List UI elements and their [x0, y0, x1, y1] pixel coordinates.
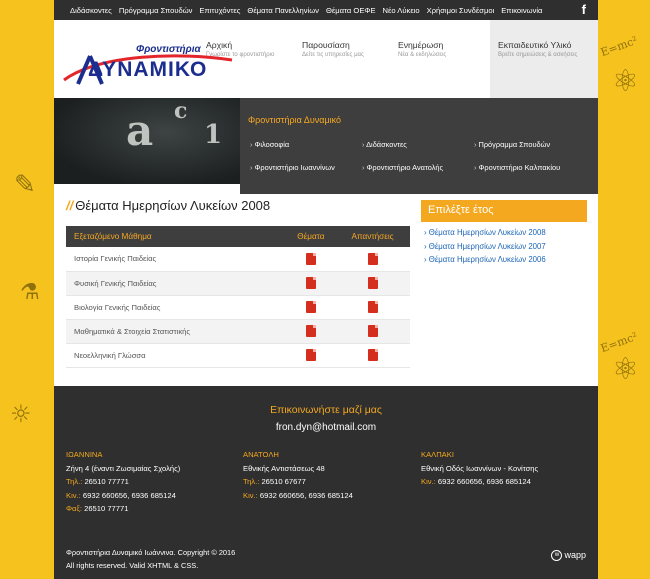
copyright [66, 546, 235, 572]
pdf-icon[interactable] [368, 325, 378, 337]
chalkboard-image: a c 1 [54, 98, 240, 184]
nav-news[interactable] [394, 20, 490, 98]
page-title: // Θέματα Ημερησίων Λυκείων 2008 [66, 198, 271, 213]
header [54, 20, 598, 98]
nav-news-title: Ενημέρωση [398, 40, 444, 50]
mob-label: Κιν.: [421, 477, 436, 487]
year-link-2008[interactable]: › Θέματα Ημερησίων Λυκείων 2008 [424, 228, 546, 237]
year-link-2006[interactable]: › Θέματα Ημερησίων Λυκείων 2006 [424, 255, 546, 264]
pdf-icon[interactable] [368, 349, 378, 361]
pdf-icon[interactable] [368, 301, 378, 313]
atom-doodle-2: ⚛ [612, 352, 639, 387]
book-doodle: ✎ [14, 170, 36, 200]
subject-cell: Νεοελληνική Γλώσσα [66, 343, 287, 367]
pdf-icon[interactable] [368, 277, 378, 289]
fax-label: Φαξ: [66, 504, 82, 514]
dropdown-item-philosophy[interactable]: › Φιλοσοφία [250, 140, 362, 149]
topbar-link-successful[interactable]: Επιτυχόντες [199, 5, 241, 15]
topbar-link-new-lyceum[interactable]: Νέο Λύκειο [382, 5, 420, 15]
logo-big-text: ΔΥΝΑΜΙΚΟ [88, 58, 208, 81]
formula-doodle: E=mc² [598, 33, 640, 60]
subject-cell: Φυσική Γενικής Παιδείας [66, 271, 287, 295]
logo[interactable] [54, 20, 208, 98]
dropdown-item-anatoli[interactable]: › Φροντιστήριο Ανατολής [362, 163, 474, 172]
city-heading: ΙΩΑΝΝΙΝΑ [66, 450, 103, 459]
copyright-line: Φροντιστήρια Δυναμικό Ιωάννινα. Copyright © 2016 [66, 548, 236, 557]
footer-col-kalpaki [421, 448, 538, 489]
footer [54, 386, 598, 579]
table-header-answers: Απαντήσεις [335, 226, 410, 247]
top-bar [54, 0, 598, 20]
nav-presentation[interactable] [298, 20, 394, 98]
pdf-icon[interactable] [306, 277, 316, 289]
city-heading: ΚΑΛΠΑΚΙ [421, 450, 454, 459]
address: Εθνική Οδός Ιωαννίνων - Κονίτσης [421, 463, 539, 473]
facebook-icon[interactable]: f [581, 2, 586, 17]
table-row [66, 319, 410, 343]
tel-label: Τηλ.: [243, 477, 260, 487]
contact-title: Επικοινωνήστε μαζί μας [270, 404, 382, 416]
dropdown-grid [240, 140, 598, 172]
exam-table [66, 226, 410, 368]
flask-doodle: ⚗ [20, 280, 40, 305]
footer-col-anatoli [243, 448, 353, 502]
address: Εθνικής Αντιστάσεως 48 [243, 463, 325, 473]
pdf-icon[interactable] [306, 349, 316, 361]
pdf-icon[interactable] [306, 325, 316, 337]
mob-value: 6932 660656, 6936 685124 [82, 490, 176, 500]
topbar-link-panhellenic[interactable]: Θέματα Πανελληνίων [247, 5, 319, 15]
topbar-link-program[interactable]: Πρόγραμμα Σπουδών [118, 5, 193, 15]
tel-value: 26510 67677 [261, 477, 306, 487]
contact-email[interactable]: fron.dyn@hotmail.com [275, 422, 377, 433]
wapp-logo[interactable] [551, 550, 586, 561]
subject-cell: Μαθηματικά & Στοιχεία Στατιστικής [66, 319, 287, 343]
table-row [66, 247, 410, 271]
table-row [66, 271, 410, 295]
page [54, 0, 598, 579]
table-header-themes: Θέματα [287, 226, 336, 247]
nav-educational-sub: Βρείτε σημειώσεις & ασκήσεις [498, 52, 578, 58]
dropdown-item-teachers[interactable]: › Διδάσκοντες [362, 140, 474, 149]
city-heading: ΑΝΑΤΟΛΗ [243, 450, 279, 459]
mob-label: Κιν.: [66, 490, 81, 500]
footer-col-ioannina [66, 448, 180, 516]
table-row [66, 295, 410, 319]
wapp-icon: w [551, 550, 562, 561]
pdf-icon[interactable] [306, 301, 316, 313]
subject-cell: Βιολογία Γενικής Παιδείας [66, 295, 287, 319]
nav-presentation-sub: Δείτε τις υπηρεσίες μας [302, 52, 364, 58]
year-select-heading: Επιλέξτε έτος [421, 200, 587, 222]
nav-home-sub: Γνωρίστε το φροντιστήριο [206, 52, 275, 58]
subject-cell: Ιστορία Γενικής Παιδείας [66, 247, 287, 271]
atom-doodle: ⚛ [612, 64, 639, 99]
bulb-doodle: ☼ [10, 400, 32, 428]
tel-value: 26510 77771 [84, 477, 129, 487]
dropdown-item-program[interactable]: › Πρόγραμμα Σπουδών [474, 140, 604, 149]
dropdown-item-kalpaki[interactable]: › Φροντιστήριο Καλπακίου [474, 163, 604, 172]
fax-value: 26510 77771 [84, 504, 129, 514]
page-title-text: Θέματα Ημερησίων Λυκείων 2008 [75, 198, 271, 213]
rights-line: All rights reserved. Valid XHTML & CSS. [66, 561, 199, 570]
nav-news-sub: Νέα & εκδηλώσεις [398, 52, 447, 58]
dropdown-menu [240, 98, 598, 194]
wapp-text: wapp [564, 550, 586, 560]
tel-label: Τηλ.: [66, 477, 83, 487]
topbar-link-useful-links[interactable]: Χρήσιμοι Συνδέσμοι [426, 5, 495, 15]
pdf-icon[interactable] [368, 253, 378, 265]
mob-value: 6932 660656, 6936 685124 [259, 490, 353, 500]
nav-educational-title: Εκπαιδευτικό Υλικό [498, 40, 572, 50]
year-link-2007[interactable]: › Θέματα Ημερησίων Λυκείων 2007 [424, 242, 546, 251]
topbar-link-teachers[interactable]: Διδάσκοντες [70, 5, 112, 15]
mob-label: Κιν.: [243, 490, 258, 500]
dropdown-heading[interactable]: Φροντιστήρια Δυναμικό [248, 115, 342, 125]
pdf-icon[interactable] [306, 253, 316, 265]
nav-presentation-title: Παρουσίαση [302, 40, 350, 50]
mob-value: 6932 660656, 6936 685124 [437, 477, 531, 487]
topbar-link-contact[interactable]: Επικοινωνία [501, 5, 543, 15]
nav-home-title: Αρχική [206, 40, 233, 50]
dropdown-item-ioannina[interactable]: › Φροντιστήριο Ιωαννίνων [250, 163, 362, 172]
address: Ζήνη 4 (έναντι Ζωσιμαίας Σχολής) [66, 463, 181, 473]
formula-doodle-2: E=mc² [598, 329, 640, 356]
logo-small-text: Φροντιστήρια [136, 44, 201, 55]
nav-educational-material[interactable] [490, 20, 598, 98]
table-header-subject: Εξεταζόμενο Μάθημα [66, 226, 287, 247]
topbar-link-oefe[interactable]: Θέματα ΟΕΦΕ [325, 5, 376, 15]
main-nav [202, 20, 598, 98]
table-row [66, 343, 410, 367]
year-list [424, 228, 546, 269]
